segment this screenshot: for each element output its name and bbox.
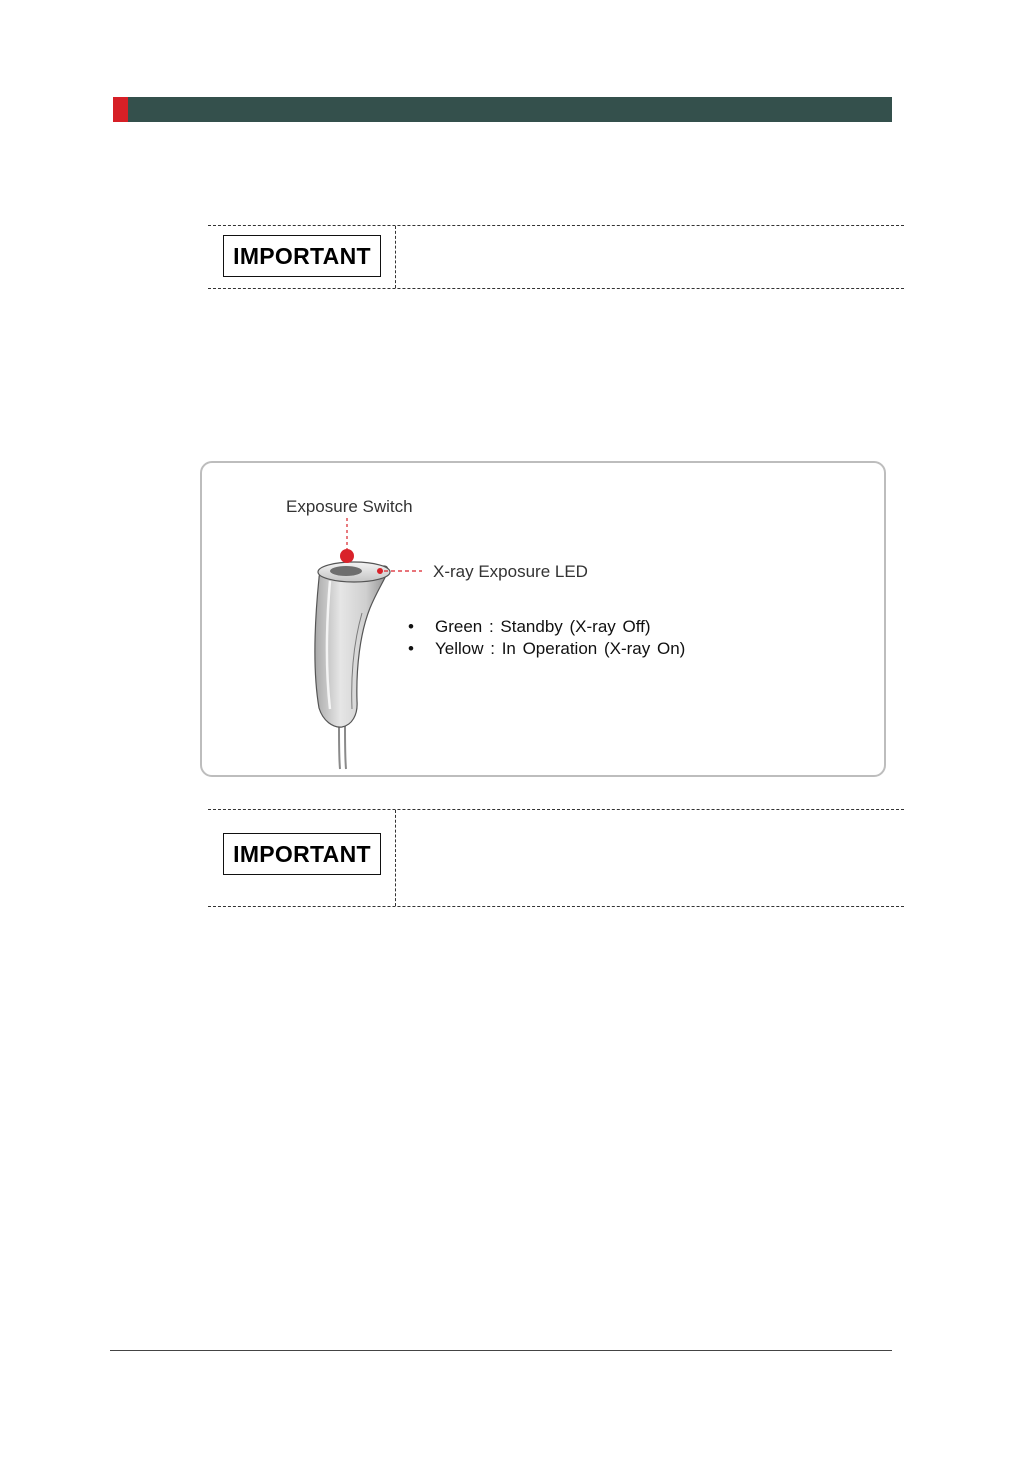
led-state-text: Yellow : In Operation (X-ray On) [435, 639, 686, 658]
list-item [408, 638, 685, 660]
notice-divider [395, 810, 396, 906]
led-label: X-ray Exposure LED [433, 562, 588, 581]
led-dot [377, 568, 383, 574]
section-header-accent [113, 97, 128, 122]
led-state-text: Green : Standby (X-ray Off) [435, 617, 651, 636]
handswitch-figure [200, 461, 886, 777]
important-badge: IMPORTANT [223, 833, 381, 875]
notice-text [408, 232, 900, 282]
important-badge: IMPORTANT [223, 235, 381, 277]
handswitch-cable [339, 725, 340, 769]
notice-divider [395, 226, 396, 288]
bullet: • [408, 617, 414, 636]
important-notice-1 [208, 225, 904, 289]
important-notice-2 [208, 809, 904, 907]
exposure-switch-dot [340, 549, 354, 563]
led-state-list [408, 616, 685, 660]
footer-rule [110, 1350, 892, 1351]
list-item [408, 616, 685, 638]
notice-text [408, 816, 900, 900]
bullet: • [408, 639, 414, 658]
section-header-bar [113, 97, 892, 122]
exposure-switch-label: Exposure Switch [286, 497, 413, 516]
